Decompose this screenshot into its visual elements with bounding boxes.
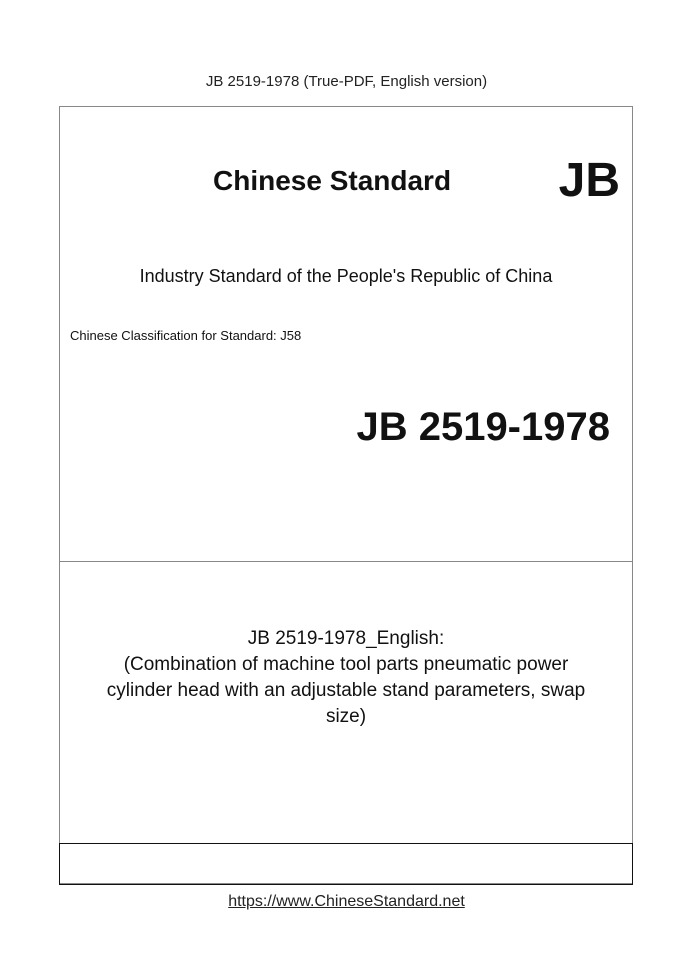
cover-box bbox=[59, 106, 633, 884]
website-link[interactable]: https://www.ChineseStandard.net bbox=[228, 893, 465, 910]
footer bbox=[0, 893, 693, 911]
document-subtitle: Industry Standard of the People's Republic of China bbox=[139, 266, 553, 286]
cover-footer-band bbox=[59, 843, 633, 885]
standard-description bbox=[70, 626, 622, 730]
standard-code-mark: JB bbox=[558, 154, 620, 207]
description-line: (Combination of machine tool parts pneumatic power bbox=[123, 654, 569, 675]
description-line: size) bbox=[325, 706, 367, 727]
classification-label: Chinese Classification for Standard: J58 bbox=[70, 328, 302, 343]
description-line: cylinder head with an adjustable stand parameters, swap bbox=[106, 680, 586, 701]
title-row bbox=[60, 154, 632, 207]
cover-bottom-section bbox=[60, 562, 632, 844]
page-header: JB 2519-1978 (True-PDF, English version) bbox=[205, 73, 488, 90]
description-line: JB 2519-1978_English: bbox=[247, 628, 445, 649]
document-title: Chinese Standard bbox=[213, 165, 452, 196]
standard-number: JB 2519-1978 bbox=[356, 405, 610, 449]
cover-top-section bbox=[60, 107, 632, 562]
